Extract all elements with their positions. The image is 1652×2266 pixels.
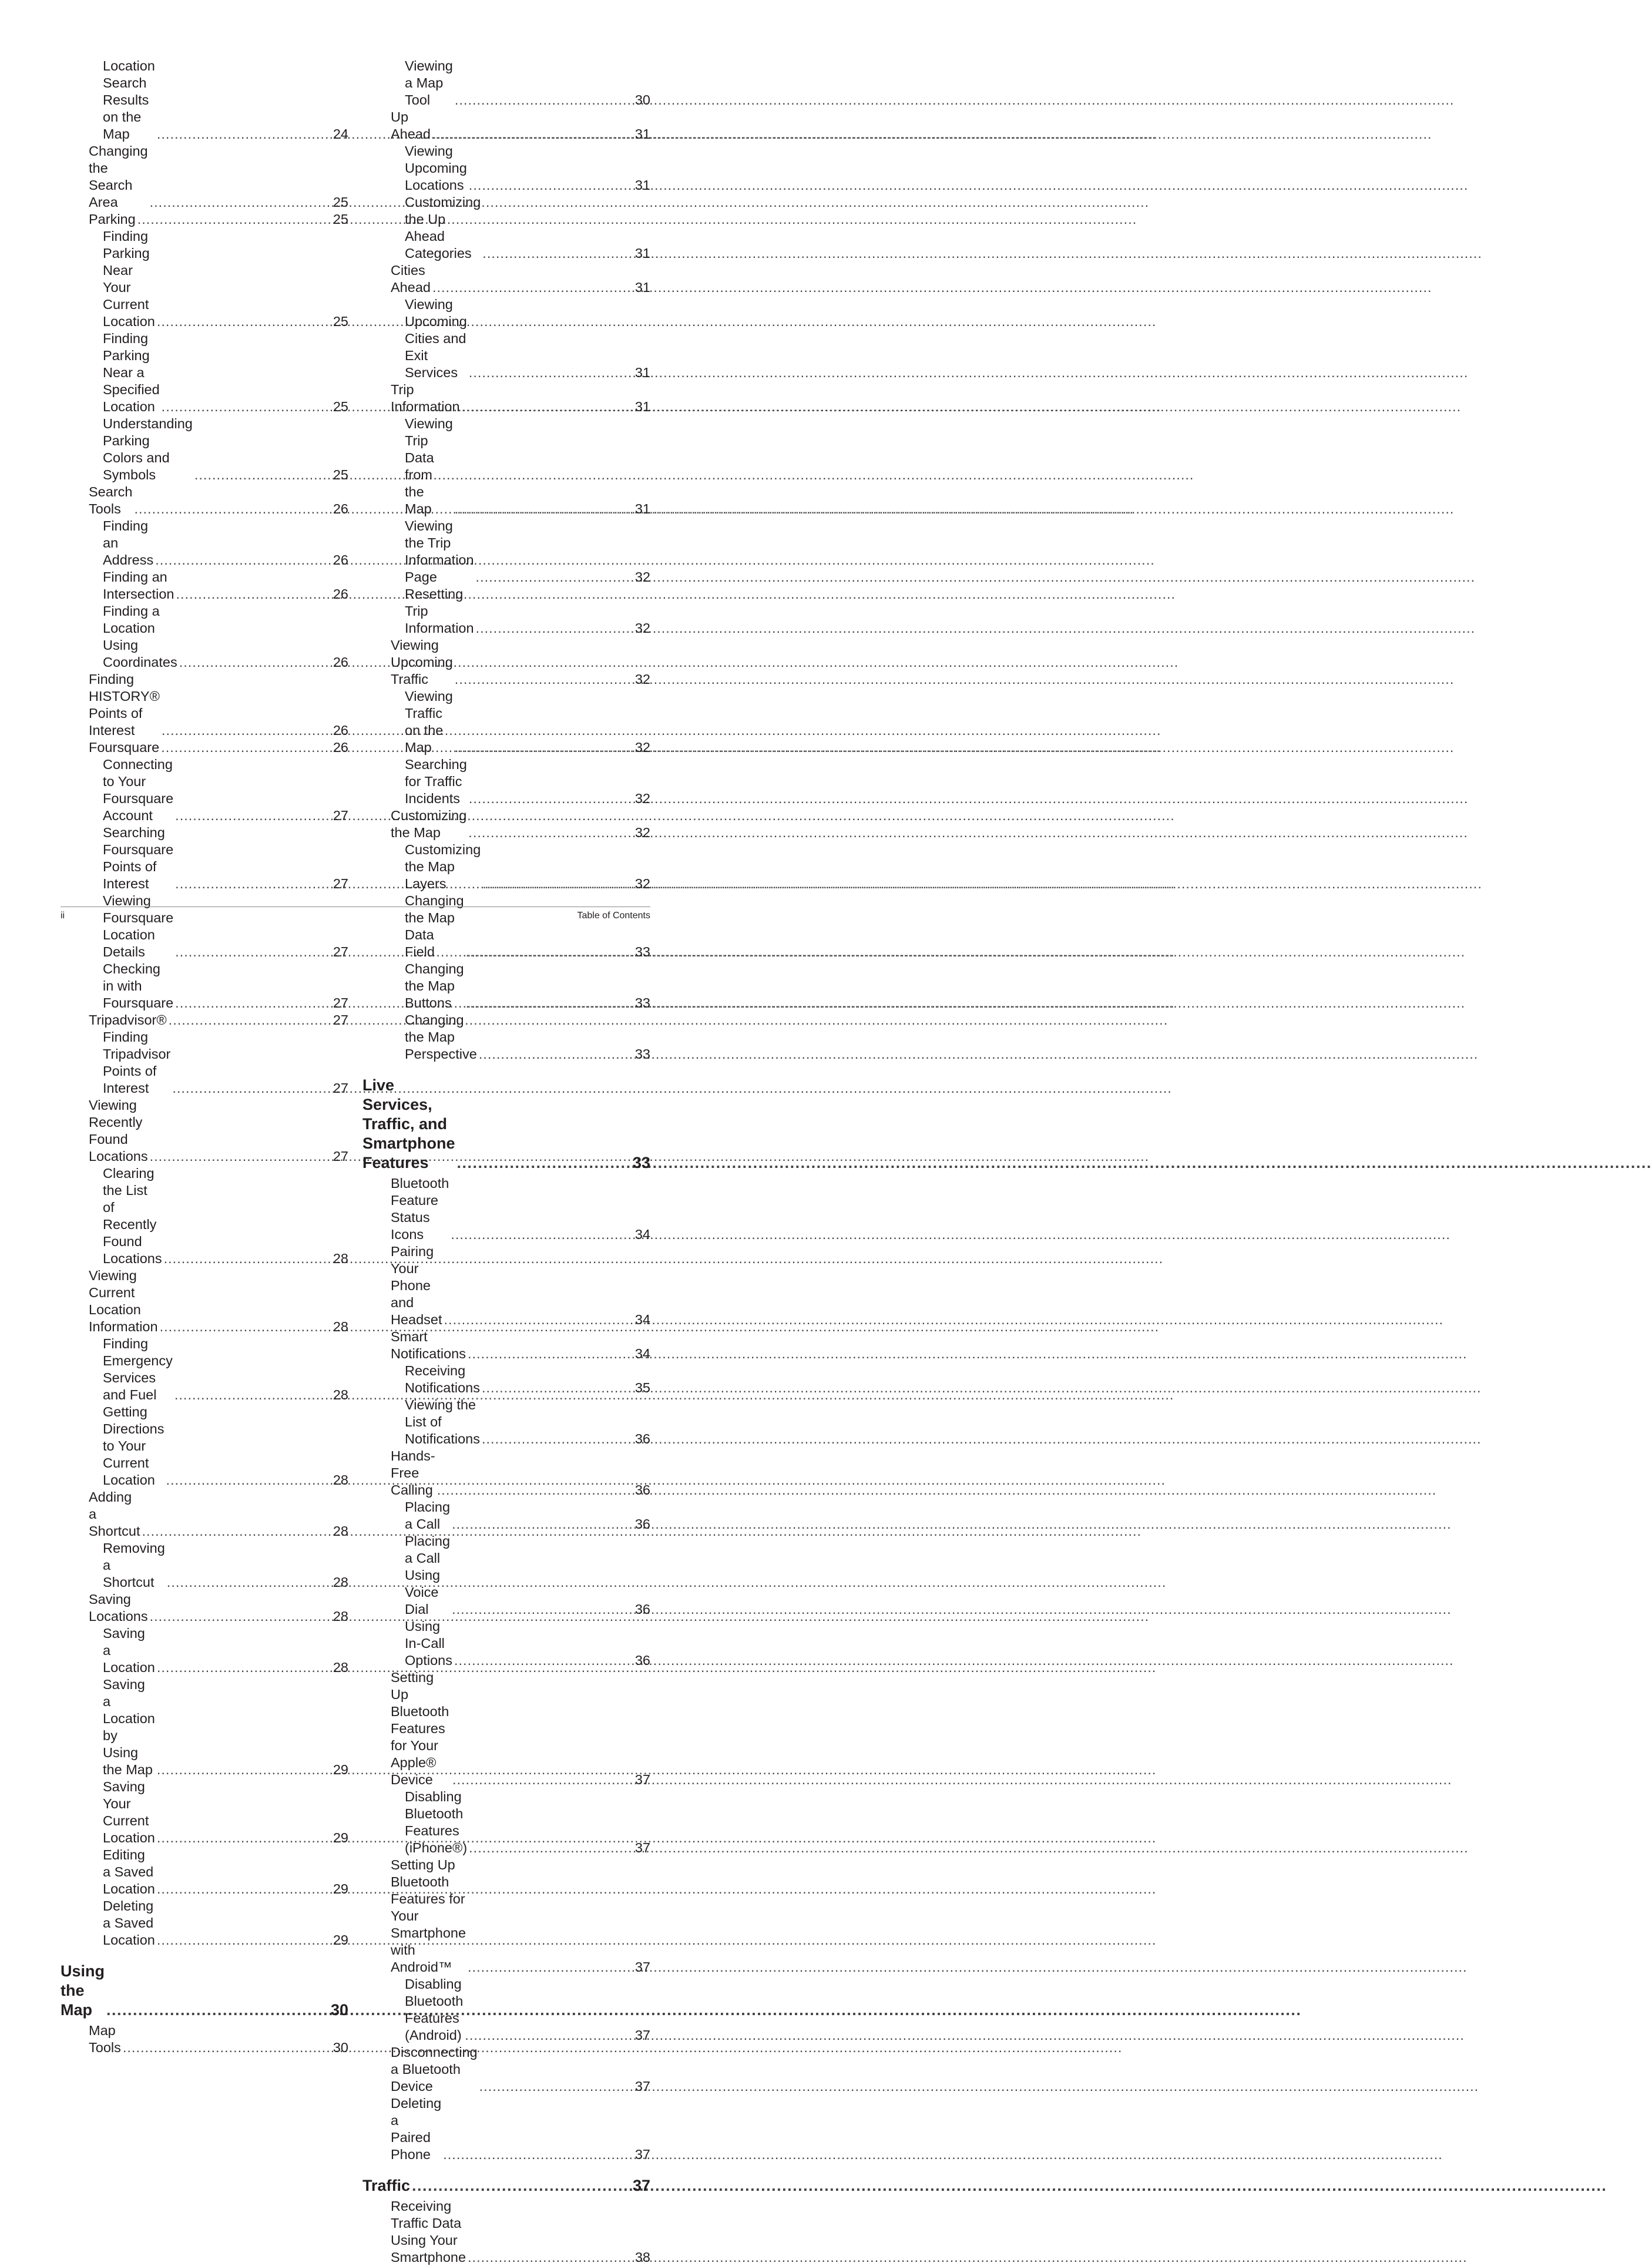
toc-entry-title: Finding Tripadvisor Points of Interest: [103, 1029, 171, 1096]
toc-entry-title: Clearing the List of Recently Found Locations: [103, 1166, 162, 1266]
toc-dot-leader: [155, 552, 331, 569]
toc-entry[interactable]: [362, 415, 650, 518]
toc-entry-title: Setting Up Bluetooth Features for Your Smartphone with Android™: [391, 1857, 466, 1975]
toc-entry-page: 28: [333, 1387, 348, 1402]
toc-dot-leader: [142, 1523, 331, 1540]
toc-entry-page: 29: [333, 1830, 348, 1845]
toc-dot-leader: [432, 279, 633, 296]
toc-entry-page: 32: [634, 620, 650, 636]
toc-entry-title: Viewing Trip Data from the Map: [405, 416, 453, 516]
toc-entry-title: Searching for Traffic Incidents: [405, 757, 467, 806]
toc-entry-page: 30: [634, 92, 650, 108]
toc-entry-page: 28: [333, 1472, 348, 1488]
toc-entry-page: 26: [333, 501, 348, 516]
toc-entry-title: Viewing the Trip Information Page: [405, 518, 474, 585]
toc-dot-leader: [161, 739, 331, 756]
toc-dot-leader: [432, 126, 633, 143]
toc-entry[interactable]: [362, 1175, 650, 1243]
toc-entry-page: 31: [634, 365, 650, 380]
toc-entry-page: 35: [634, 1380, 650, 1395]
toc-entry-title: Viewing Traffic on the Map: [405, 689, 453, 755]
toc-dot-leader: [455, 92, 633, 109]
toc-entry-page: 32: [634, 672, 650, 687]
toc-dot-leader: [194, 466, 331, 484]
toc-entry-page: 26: [333, 723, 348, 738]
toc-entry-page: 24: [333, 126, 348, 142]
toc-entry-title: Parking: [89, 212, 136, 227]
toc-entry-title: Deleting a Saved Location: [103, 1898, 155, 1948]
toc-dot-leader: [468, 1345, 633, 1362]
toc-entry[interactable]: [362, 296, 650, 381]
toc-entry[interactable]: [362, 1362, 650, 1396]
toc-entry[interactable]: [61, 1540, 348, 1591]
toc-entry-title: Bluetooth Feature Status Icons: [391, 1176, 449, 1242]
toc-dot-leader: [157, 126, 331, 143]
toc-entry-page: 34: [634, 1227, 650, 1242]
toc-dot-leader: [123, 2039, 331, 2056]
toc-entry[interactable]: [61, 961, 348, 1012]
toc-entry[interactable]: [61, 671, 348, 739]
toc-dot-leader: [468, 2249, 633, 2266]
toc-dot-leader: [468, 824, 633, 841]
toc-entry-page: 32: [634, 876, 650, 891]
toc-entry-page: 34: [634, 1312, 650, 1327]
toc-entry-title: Understanding Parking Colors and Symbols: [103, 416, 193, 482]
toc-entry[interactable]: [61, 1267, 348, 1335]
toc-dot-leader: [479, 1046, 633, 1063]
toc-entry[interactable]: [362, 1533, 650, 1618]
toc-entry[interactable]: [362, 194, 650, 262]
toc-entry-page: 37: [634, 2027, 650, 2043]
toc-entry-page: 32: [634, 740, 650, 755]
toc-entry[interactable]: [61, 1404, 348, 1489]
toc-entry-title: Placing a Call: [405, 1499, 451, 1532]
toc-dot-leader: [469, 364, 633, 381]
toc-entry-page: 33: [634, 995, 650, 1011]
toc-dot-leader: [482, 875, 633, 892]
toc-entry-title: Hands-Free Calling: [391, 1448, 435, 1498]
toc-entry[interactable]: [61, 603, 348, 671]
footer-page-number: ii: [61, 911, 65, 921]
toc-entry-page: 25: [333, 194, 348, 210]
toc-entry[interactable]: [61, 1165, 348, 1267]
toc-dot-leader: [482, 1379, 633, 1396]
toc-entry-page: 37: [634, 1840, 650, 1855]
toc-entry[interactable]: [362, 688, 650, 756]
toc-dot-leader: [162, 398, 331, 415]
toc-entry-title: Tripadvisor®: [89, 1012, 167, 1028]
toc-entry-title: Editing a Saved Location: [103, 1847, 155, 1896]
toc-entry[interactable]: [61, 1335, 348, 1404]
toc-dot-leader: [137, 211, 331, 228]
toc-entry-title: Saving Your Current Location: [103, 1779, 155, 1845]
toc-entry[interactable]: [61, 1029, 348, 1097]
toc-entry[interactable]: [362, 1396, 650, 1448]
toc-dot-leader: [469, 790, 633, 807]
toc-entry-title: Trip Information: [391, 382, 460, 414]
toc-entry[interactable]: [362, 841, 650, 892]
toc-entry[interactable]: [61, 1012, 348, 1029]
toc-dot-leader: [172, 1080, 331, 1097]
toc-dot-leader: [455, 739, 633, 756]
toc-entry[interactable]: [362, 2044, 650, 2095]
toc-entry-page: 28: [333, 1575, 348, 1590]
toc-entry-page: 36: [634, 1653, 650, 1668]
toc-entry-title: Finding Parking Near Your Current Location: [103, 229, 155, 329]
toc-dot-leader: [160, 1318, 331, 1335]
toc-entry-page: 31: [634, 399, 650, 414]
toc-dot-leader: [454, 1652, 633, 1669]
toc-entry-page: 36: [634, 1516, 650, 1532]
toc-entry[interactable]: [362, 1788, 650, 1857]
toc-entry[interactable]: [61, 143, 348, 211]
toc-entry-page: 37: [634, 1772, 650, 1787]
toc-entry-page: 30: [333, 2040, 348, 2055]
toc-entry-title: Getting Directions to Your Current Location: [103, 1404, 164, 1488]
toc-dot-leader: [476, 569, 633, 586]
toc-entry-page: 31: [634, 126, 650, 142]
toc-entry-title: Live Services, Traffic, and Smartphone Features: [362, 1076, 455, 1171]
toc-entry-page: 28: [333, 1523, 348, 1539]
toc-entry-page: 27: [333, 995, 348, 1011]
toc-entry-title: Pairing Your Phone and Headset: [391, 1244, 442, 1327]
toc-dot-leader: [482, 245, 633, 262]
toc-entry[interactable]: [61, 1898, 348, 1949]
toc-entry-page: 32: [634, 825, 650, 840]
toc-entry[interactable]: [362, 1012, 650, 1063]
toc-dot-leader: [167, 1574, 331, 1591]
toc-dot-leader: [157, 1829, 331, 1847]
toc-entry[interactable]: [61, 1591, 348, 1625]
toc-entry-title: Viewing Upcoming Cities and Exit Services: [405, 297, 467, 380]
toc-entry-page: 37: [634, 2079, 650, 2094]
toc-dot-leader: [455, 671, 633, 688]
toc-entry[interactable]: [362, 637, 650, 688]
toc-dot-leader: [462, 398, 633, 415]
toc-dot-leader: [175, 807, 331, 824]
toc-entry-title: Cities Ahead: [391, 263, 431, 295]
toc-entry-page: 26: [333, 740, 348, 755]
toc-entry-page: 33: [634, 944, 650, 959]
toc-entry-title: Saving Locations: [89, 1592, 148, 1624]
toc-entry-title: Finding an Intersection: [103, 569, 174, 602]
toc-dot-leader: [476, 620, 633, 637]
toc-dot-leader: [157, 1761, 331, 1778]
toc-entry[interactable]: [362, 1448, 650, 1499]
toc-entry-page: 31: [634, 246, 650, 261]
toc-dot-leader: [174, 1387, 331, 1404]
toc-entry[interactable]: [362, 143, 650, 194]
toc-dot-leader: [437, 1482, 633, 1499]
toc-entry-page: 25: [333, 314, 348, 329]
toc-dot-leader: [465, 2027, 633, 2044]
toc-dot-leader: [150, 194, 331, 211]
toc-entry-page: 27: [333, 1012, 348, 1028]
toc-entry-title: Resetting Trip Information: [405, 586, 474, 636]
toc-entry-title: Viewing a Map Tool: [405, 58, 453, 108]
toc-right-column: [362, 58, 650, 2266]
toc-entry-title: Disabling Bluetooth Features (Android): [405, 1976, 464, 2043]
toc-entry-title: Setting Up Bluetooth Features for Your Apple® Device: [391, 1670, 449, 1787]
toc-entry-title: Customizing the Map: [391, 808, 467, 840]
toc-dot-leader: [179, 654, 331, 671]
toc-entry-title: Connecting to Your Foursquare Account: [103, 757, 174, 823]
toc-left-column: [61, 58, 348, 2056]
toc-entry-title: Receiving Notifications: [405, 1363, 480, 1395]
toc-entry[interactable]: [61, 756, 348, 824]
toc-entry-title: Viewing Current Location Information: [89, 1268, 158, 1334]
toc-entry-title: Viewing Upcoming Locations: [405, 143, 467, 193]
toc-entry-title: Customizing the Map Layers: [405, 842, 481, 891]
toc-entry[interactable]: [61, 2022, 348, 2056]
toc-entry[interactable]: [362, 1976, 650, 2044]
toc-entry-page: 28: [333, 1609, 348, 1624]
toc-dot-leader: [134, 501, 331, 518]
toc-entry[interactable]: [61, 1489, 348, 1540]
toc-entry-title: Saving a Location: [103, 1626, 155, 1675]
toc-entry-page: 31: [634, 280, 650, 295]
toc-dot-leader: [106, 2000, 329, 2020]
toc-entry-page: 28: [333, 1319, 348, 1334]
toc-entry-title: Checking in with Foursquare: [103, 961, 174, 1011]
toc-entry-page: 31: [634, 177, 650, 193]
toc-entry[interactable]: [362, 1499, 650, 1533]
toc-entry-title: Location Search Results on the Map: [103, 58, 155, 142]
toc-entry-title: Customizing the Up Ahead Categories: [405, 194, 481, 261]
toc-entry-page: 32: [634, 791, 650, 806]
toc-entry-page: 26: [333, 654, 348, 670]
toc-entry[interactable]: [61, 58, 348, 143]
toc-dot-leader: [175, 995, 331, 1012]
toc-entry-title: Saving a Location by Using the Map: [103, 1677, 155, 1777]
toc-entry-title: Using In-Call Options: [405, 1619, 452, 1668]
toc-entry[interactable]: [362, 381, 650, 415]
toc-entry-title: Changing the Map Data Field: [405, 893, 464, 959]
toc-dot-leader: [157, 1932, 331, 1949]
toc-dot-leader: [157, 313, 331, 330]
toc-entry-page: 29: [333, 1762, 348, 1777]
toc-entry[interactable]: [362, 892, 650, 961]
toc-dot-leader: [164, 1250, 331, 1267]
toc-dot-leader: [444, 1311, 633, 1328]
toc-dot-leader: [150, 1608, 331, 1625]
toc-entry-page: 32: [634, 569, 650, 585]
toc-entry-title: Deleting a Paired Phone: [391, 2096, 442, 2162]
toc-dot-leader: [166, 1472, 331, 1489]
toc-entry-title: Finding an Address: [103, 518, 154, 568]
toc-entry-title: Searching Foursquare Points of Interest: [103, 825, 174, 891]
toc-entry-page: 36: [634, 1602, 650, 1617]
toc-entry[interactable]: [362, 1618, 650, 1669]
toc-entry-page: 25: [333, 399, 348, 414]
toc-entry[interactable]: [61, 569, 348, 603]
toc-entry[interactable]: [61, 1676, 348, 1778]
toc-entry-title: Traffic: [362, 2177, 411, 2194]
toc-entry-page: 27: [333, 944, 348, 959]
toc-entry[interactable]: [61, 1847, 348, 1898]
toc-entry[interactable]: [362, 1857, 650, 1976]
toc-entry[interactable]: [61, 1097, 348, 1165]
toc-entry-title: Receiving Traffic Data Using Your Smartphone: [391, 2198, 466, 2265]
toc-entry-page: 27: [333, 808, 348, 823]
toc-entry-page: 29: [333, 1881, 348, 1896]
toc-dot-leader: [175, 944, 331, 961]
toc-entry[interactable]: [61, 518, 348, 569]
toc-entry[interactable]: [362, 756, 650, 807]
toc-dot-leader: [455, 501, 633, 518]
toc-entry-title: Removing a Shortcut: [103, 1540, 165, 1590]
toc-dot-leader: [469, 177, 633, 194]
toc-entry-page: 27: [333, 876, 348, 891]
toc-entry-page: 37: [632, 2177, 650, 2194]
toc-entry[interactable]: [362, 807, 650, 841]
toc-entry-title: Finding a Location Using Coordinates: [103, 603, 177, 670]
toc-entry-title: Changing the Search Area: [89, 143, 148, 210]
toc-dot-leader: [479, 2078, 633, 2095]
toc-entry[interactable]: [362, 961, 650, 1012]
toc-entry[interactable]: [61, 1778, 348, 1847]
toc-entry[interactable]: [362, 58, 650, 109]
toc-entry[interactable]: [61, 892, 348, 961]
toc-entry-title: Disabling Bluetooth Features (iPhone®): [405, 1789, 468, 1855]
toc-entry[interactable]: [61, 824, 348, 892]
toc-entry-title: Changing the Map Perspective: [405, 1012, 477, 1062]
toc-entry-title: Disconnecting a Bluetooth Device: [391, 2045, 478, 2094]
toc-entry-page: 25: [333, 467, 348, 482]
toc-entry[interactable]: [61, 1625, 348, 1676]
toc-entry[interactable]: [362, 262, 650, 296]
toc-entry[interactable]: [61, 739, 348, 756]
toc-entry-page: 25: [333, 212, 348, 227]
toc-entry-page: 31: [634, 501, 650, 516]
toc-dot-leader: [451, 1226, 633, 1243]
toc-entry[interactable]: [61, 484, 348, 518]
toc-chapter-entry[interactable]: [362, 1076, 650, 1173]
toc-entry-title: Changing the Map Buttons: [405, 961, 464, 1011]
toc-dot-leader: [468, 1959, 633, 1976]
toc-entry-title: Map Tools: [89, 2023, 121, 2055]
toc-entry-title: Finding Emergency Services and Fuel: [103, 1336, 173, 1402]
toc-entry-page: 36: [634, 1431, 650, 1446]
toc-entry-title: Viewing Foursquare Location Details: [103, 893, 174, 959]
toc-entry-page: 26: [333, 586, 348, 602]
toc-dot-leader: [412, 2176, 631, 2195]
toc-entry-page: 34: [634, 1346, 650, 1361]
toc-entry[interactable]: [61, 211, 348, 228]
toc-dot-leader: [466, 995, 633, 1012]
toc-entry[interactable]: [61, 415, 348, 484]
toc-entry[interactable]: [61, 330, 348, 415]
toc-entry-page: 28: [333, 1660, 348, 1675]
toc-entry-title: Finding HISTORY® Points of Interest: [89, 672, 160, 738]
toc-entry[interactable]: [362, 518, 650, 586]
toc-entry[interactable]: [362, 2198, 650, 2266]
toc-dot-leader: [157, 1659, 331, 1676]
toc-chapter-entry[interactable]: [362, 2176, 650, 2195]
toc-entry-page: 27: [333, 1080, 348, 1096]
toc-entry-title: Foursquare: [89, 740, 160, 755]
toc-entry-title: Using the Map: [61, 1962, 105, 2019]
toc-entry-title: Finding Parking Near a Specified Location: [103, 331, 160, 414]
toc-entry-page: 36: [634, 1482, 650, 1498]
toc-dot-leader: [150, 1148, 331, 1165]
toc-entry-page: 37: [634, 1959, 650, 1975]
toc-entry-title: Viewing Recently Found Locations: [89, 1097, 148, 1164]
toc-entry-title: Smart Notifications: [391, 1329, 466, 1361]
toc-entry[interactable]: [362, 2095, 650, 2163]
toc-dot-leader: [176, 586, 331, 603]
toc-entry-title: Adding a Shortcut: [89, 1489, 140, 1539]
toc-entry[interactable]: [362, 1669, 650, 1788]
toc-entry-page: 33: [634, 1046, 650, 1062]
toc-dot-leader: [443, 2146, 633, 2163]
toc-entry-title: Viewing Upcoming Traffic: [391, 637, 453, 687]
toc-entry-page: 27: [333, 1149, 348, 1164]
toc-dot-leader: [162, 722, 331, 739]
toc-entry[interactable]: [362, 586, 650, 637]
toc-dot-leader: [482, 1431, 633, 1448]
toc-dot-leader: [452, 1771, 633, 1788]
toc-dot-leader: [175, 875, 331, 892]
toc-dot-leader: [452, 1601, 633, 1618]
toc-entry[interactable]: [362, 109, 650, 143]
toc-dot-leader: [452, 1516, 633, 1533]
toc-entry-page: 28: [333, 1251, 348, 1266]
toc-dot-leader: [466, 944, 633, 961]
toc-entry-page: 33: [632, 1154, 650, 1171]
toc-entry-title: Up Ahead: [391, 109, 431, 142]
toc-entry-title: Viewing the List of Notifications: [405, 1397, 480, 1446]
toc-entry-page: 26: [333, 552, 348, 568]
toc-entry-page: 38: [634, 2250, 650, 2265]
toc-dot-leader: [457, 1153, 631, 1173]
toc-entry-page: 30: [330, 2001, 348, 2019]
toc-entry[interactable]: [362, 1328, 650, 1362]
toc-dot-leader: [169, 1012, 331, 1029]
toc-entry-title: Placing a Call Using Voice Dial: [405, 1533, 451, 1617]
toc-dot-leader: [469, 1839, 633, 1857]
toc-entry[interactable]: [61, 228, 348, 330]
toc-dot-leader: [157, 1881, 331, 1898]
toc-entry[interactable]: [362, 1243, 650, 1328]
toc-entry-page: 29: [333, 1932, 348, 1948]
footer-section-title: Table of Contents: [577, 911, 650, 921]
toc-entry-title: Search Tools: [89, 484, 133, 516]
toc-chapter-entry[interactable]: [61, 1962, 348, 2020]
toc-entry-page: 37: [634, 2147, 650, 2162]
